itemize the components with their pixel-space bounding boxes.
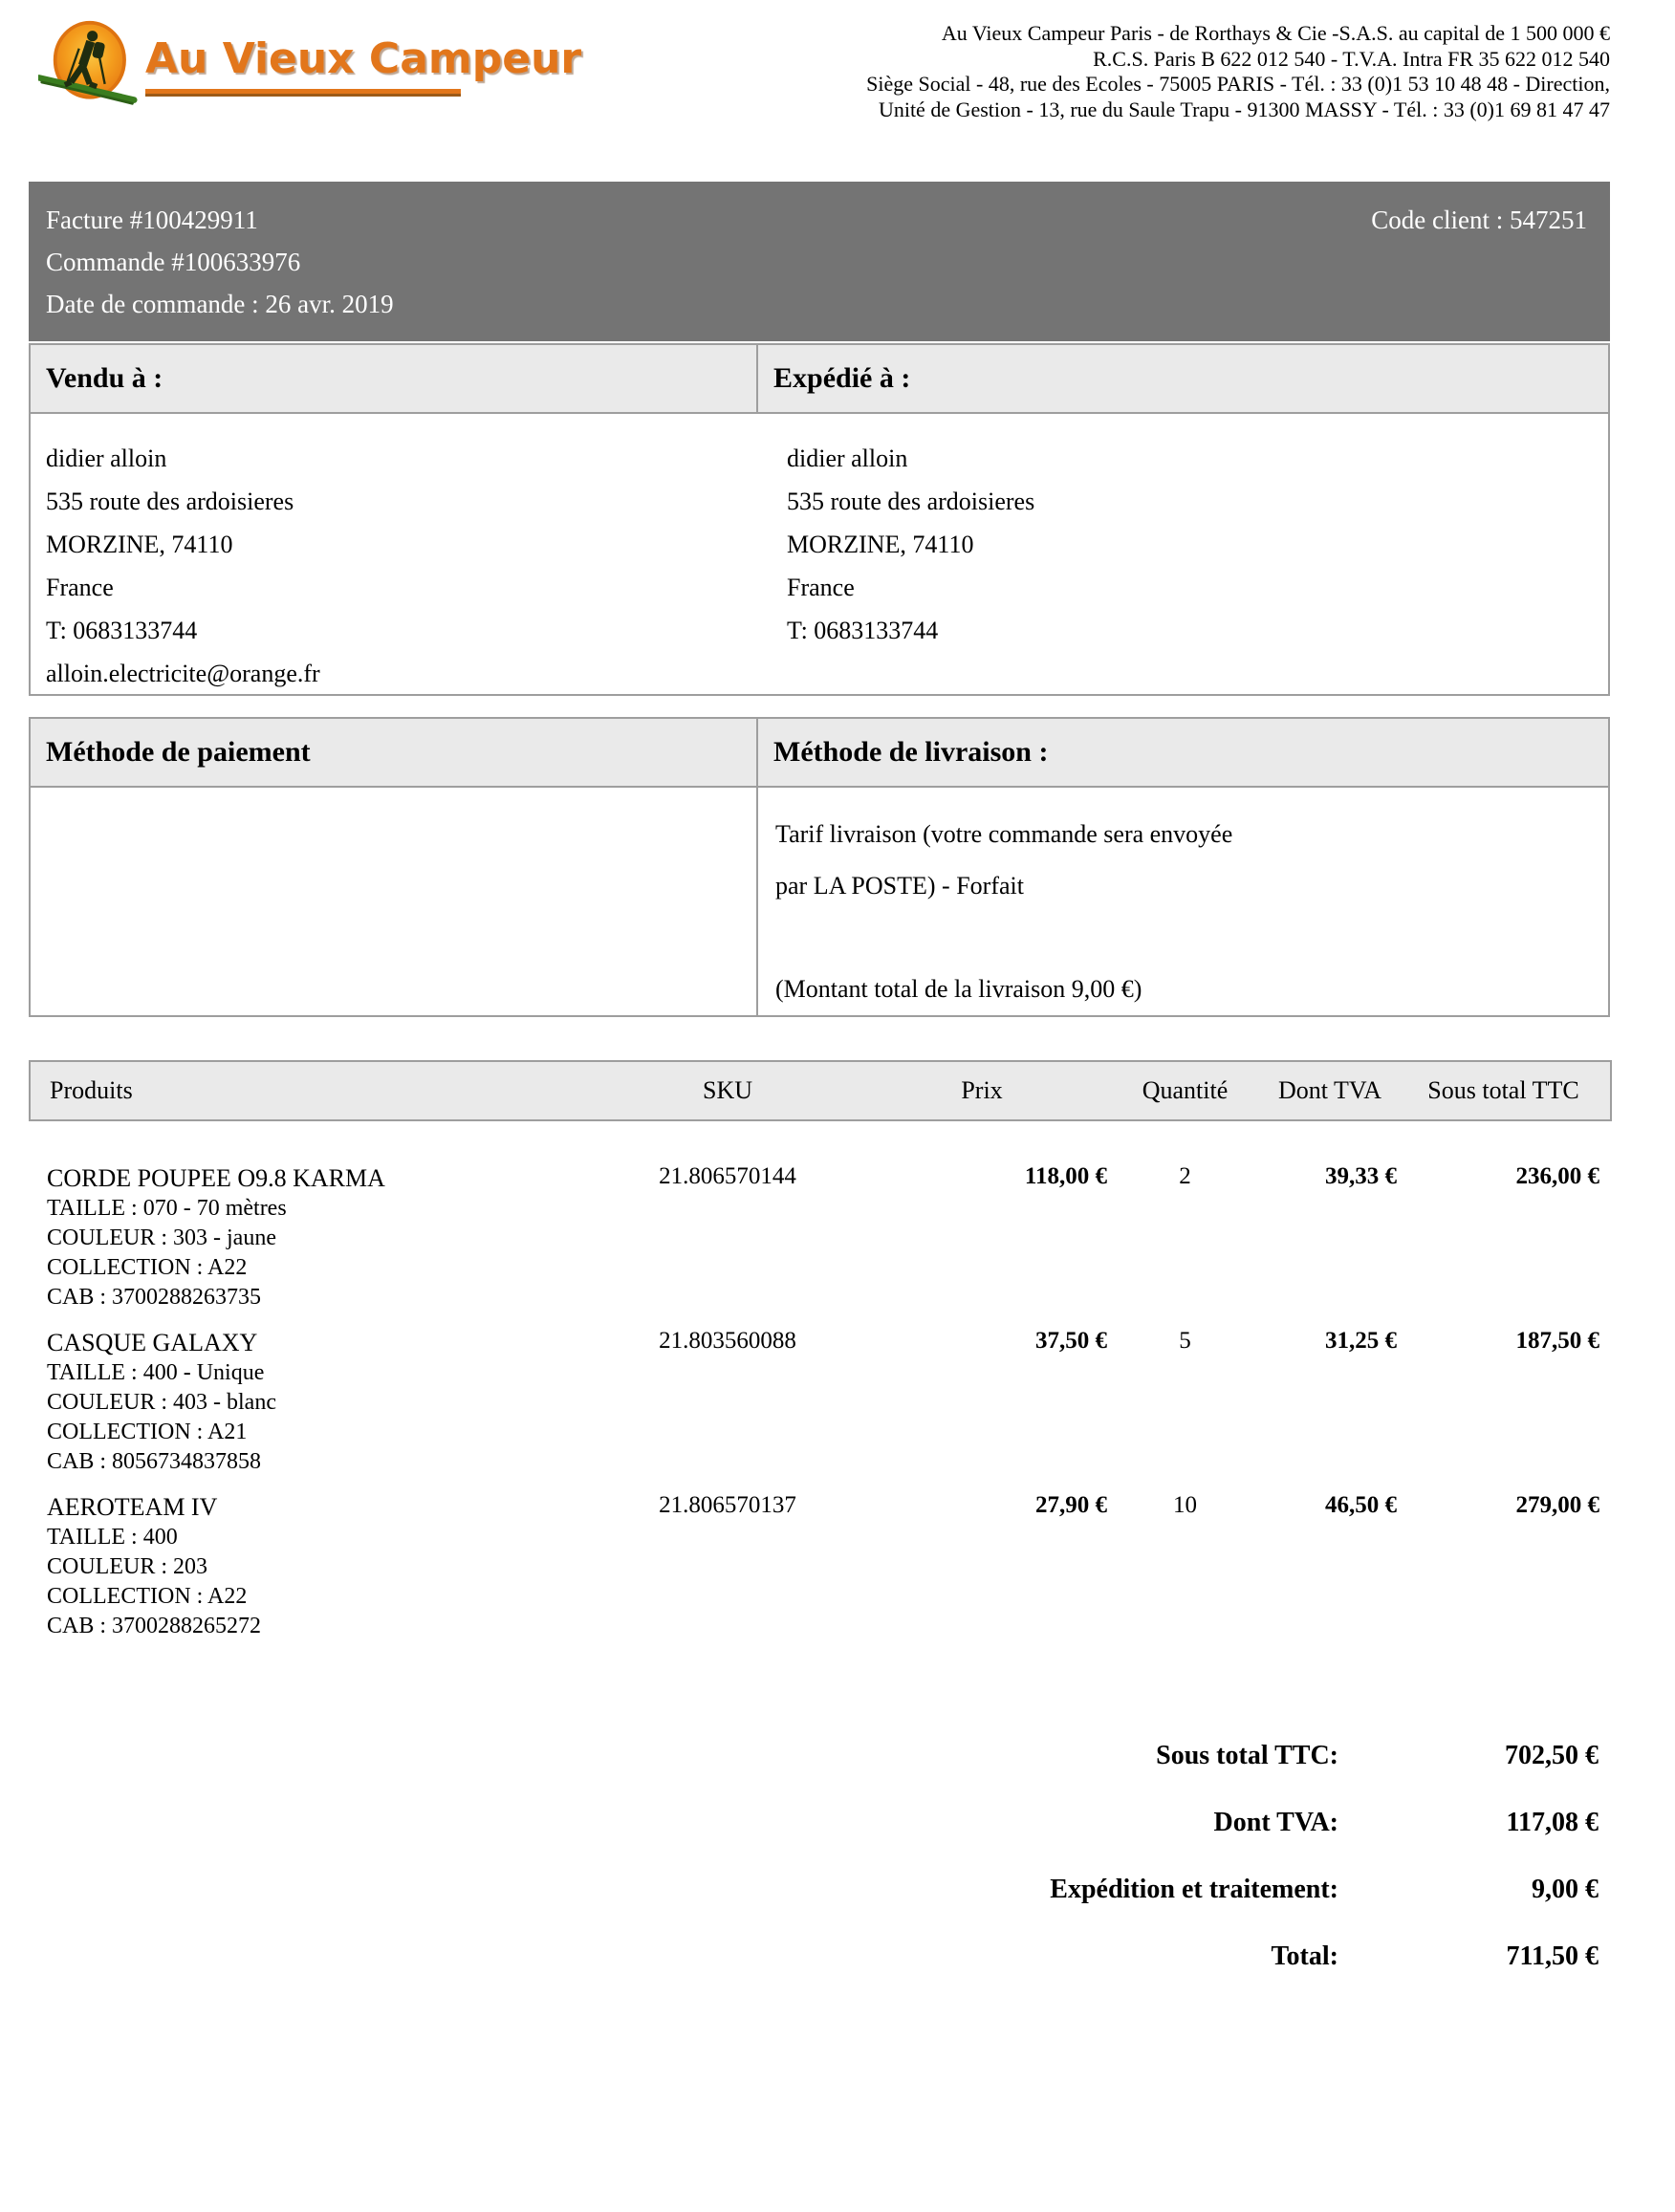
totals-label: Expédition et traitement: xyxy=(1050,1875,1338,1904)
shipping-method-header: Méthode de livraison : xyxy=(756,717,1610,788)
product-tva: 46,50 € xyxy=(1325,1492,1397,1518)
payment-method-content xyxy=(31,788,758,1015)
product-price: 118,00 € xyxy=(1024,1163,1107,1189)
product-cell xyxy=(30,1120,598,1312)
sold-to-address xyxy=(31,414,758,694)
product-subtotal: 236,00 € xyxy=(1515,1163,1599,1189)
totals-row xyxy=(29,1856,1610,1923)
addresses-section xyxy=(29,343,1610,696)
product-price: 27,90 € xyxy=(1035,1492,1107,1518)
order-date: Date de commande : 26 avr. 2019 xyxy=(46,290,394,318)
address-line: T: 0683133744 xyxy=(46,617,198,644)
product-name: AEROTEAM IV xyxy=(47,1493,218,1521)
totals-value: 117,08 € xyxy=(1506,1808,1599,1837)
product-subtotal: 187,50 € xyxy=(1515,1328,1599,1354)
totals-value: 711,50 € xyxy=(1506,1941,1599,1971)
address-line: MORZINE, 74110 xyxy=(46,531,233,558)
column-header-prix: Prix xyxy=(857,1061,1107,1120)
logo-hiker-icon xyxy=(38,19,138,113)
product-attribute: COULEUR : 403 - blanc xyxy=(47,1390,276,1415)
logo xyxy=(38,19,581,129)
product-subtotal: 279,00 € xyxy=(1515,1492,1599,1518)
ship-to-header: Expédié à : xyxy=(756,343,1610,414)
address-line: didier alloin xyxy=(787,445,908,472)
product-attribute: COULEUR : 203 xyxy=(47,1554,207,1579)
table-row xyxy=(30,1312,1611,1477)
address-line: MORZINE, 74110 xyxy=(787,531,974,558)
product-price: 37,50 € xyxy=(1035,1328,1107,1354)
product-attribute: TAILLE : 400 xyxy=(47,1525,178,1550)
product-name: CORDE POUPEE O9.8 KARMA xyxy=(47,1164,385,1192)
products-table xyxy=(29,1060,1612,1641)
product-attribute: COLLECTION : A21 xyxy=(47,1420,248,1444)
product-attribute: TAILLE : 400 - Unique xyxy=(47,1360,265,1385)
product-attribute: CAB : 3700288265272 xyxy=(47,1614,262,1638)
totals-row xyxy=(29,1923,1610,1990)
payment-method-header: Méthode de paiement xyxy=(29,717,758,788)
address-line: France xyxy=(787,574,855,601)
totals-value: 702,50 € xyxy=(1505,1741,1599,1770)
sold-to-header: Vendu à : xyxy=(29,343,758,414)
totals xyxy=(29,1723,1610,1990)
company-info xyxy=(866,19,1610,129)
product-attribute: CAB : 8056734837858 xyxy=(47,1449,262,1474)
product-qty: 2 xyxy=(1179,1163,1191,1189)
column-header-dont-tva: Dont TVA xyxy=(1263,1061,1397,1120)
invoice-number: Facture #100429911 xyxy=(46,206,258,234)
company-info-line: Siège Social - 48, rue des Ecoles - 75005 PARIS - Tél. : 33 (0)1 53 10 48 48 - Direction, xyxy=(866,72,1610,96)
shipping-method-content xyxy=(758,788,1608,1015)
column-header-sous-total: Sous total TTC xyxy=(1397,1061,1611,1120)
invoice-bar xyxy=(29,182,1610,341)
product-attribute: CAB : 3700288263735 xyxy=(47,1285,262,1310)
product-cell xyxy=(30,1477,598,1641)
product-attribute: TAILLE : 070 - 70 mètres xyxy=(47,1196,287,1221)
address-line: alloin.electricite@orange.fr xyxy=(46,660,320,687)
product-sku: 21.803560088 xyxy=(659,1328,796,1354)
logo-underline xyxy=(145,89,461,97)
product-attribute: COULEUR : 303 - jaune xyxy=(47,1225,276,1250)
company-info-line: Unité de Gestion - 13, rue du Saule Trapu - 91300 MASSY - Tél. : 33 (0)1 69 81 47 47 xyxy=(878,97,1610,121)
totals-row xyxy=(29,1789,1610,1856)
address-line: 535 route des ardoisieres xyxy=(787,488,1035,515)
product-tva: 39,33 € xyxy=(1325,1163,1397,1189)
logo-text: Au Vieux Campeur xyxy=(145,34,582,83)
column-header-produits: Produits xyxy=(30,1061,598,1120)
page-header xyxy=(29,0,1610,129)
totals-label: Sous total TTC: xyxy=(1156,1741,1338,1770)
totals-row xyxy=(29,1723,1610,1789)
ship-to-address xyxy=(758,414,1608,694)
client-code: Code client : 547251 xyxy=(1371,206,1587,234)
product-qty: 10 xyxy=(1173,1492,1197,1518)
product-sku: 21.806570144 xyxy=(659,1163,796,1189)
table-row xyxy=(30,1120,1611,1312)
address-line: didier alloin xyxy=(46,445,167,472)
order-number: Commande #100633976 xyxy=(46,248,301,276)
product-cell xyxy=(30,1312,598,1477)
shipping-method-line: (Montant total de la livraison 9,00 €) xyxy=(775,975,1142,1003)
address-line: France xyxy=(46,574,114,601)
table-header-row xyxy=(30,1061,1611,1120)
address-line: 535 route des ardoisieres xyxy=(46,488,294,515)
product-sku: 21.806570137 xyxy=(659,1492,796,1518)
company-info-line: R.C.S. Paris B 622 012 540 - T.V.A. Intra FR 35 622 012 540 xyxy=(1093,46,1610,71)
totals-label: Total: xyxy=(1271,1941,1338,1971)
product-name: CASQUE GALAXY xyxy=(47,1329,258,1356)
methods-section xyxy=(29,717,1610,1017)
totals-label: Dont TVA: xyxy=(1213,1808,1338,1837)
company-info-line: Au Vieux Campeur Paris - de Rorthays & Cie -S.A.S. au capital de 1 500 000 € xyxy=(941,21,1610,45)
address-line: T: 0683133744 xyxy=(787,617,939,644)
product-tva: 31,25 € xyxy=(1325,1328,1397,1354)
totals-value: 9,00 € xyxy=(1532,1875,1599,1904)
product-attribute: COLLECTION : A22 xyxy=(47,1584,248,1609)
shipping-method-line: par LA POSTE) - Forfait xyxy=(775,872,1024,900)
shipping-method-line: Tarif livraison (votre commande sera envoyée xyxy=(775,820,1233,848)
table-row xyxy=(30,1477,1611,1641)
column-header-sku: SKU xyxy=(598,1061,857,1120)
product-qty: 5 xyxy=(1179,1328,1191,1354)
column-header-quantite: Quantité xyxy=(1107,1061,1263,1120)
product-attribute: COLLECTION : A22 xyxy=(47,1255,248,1280)
